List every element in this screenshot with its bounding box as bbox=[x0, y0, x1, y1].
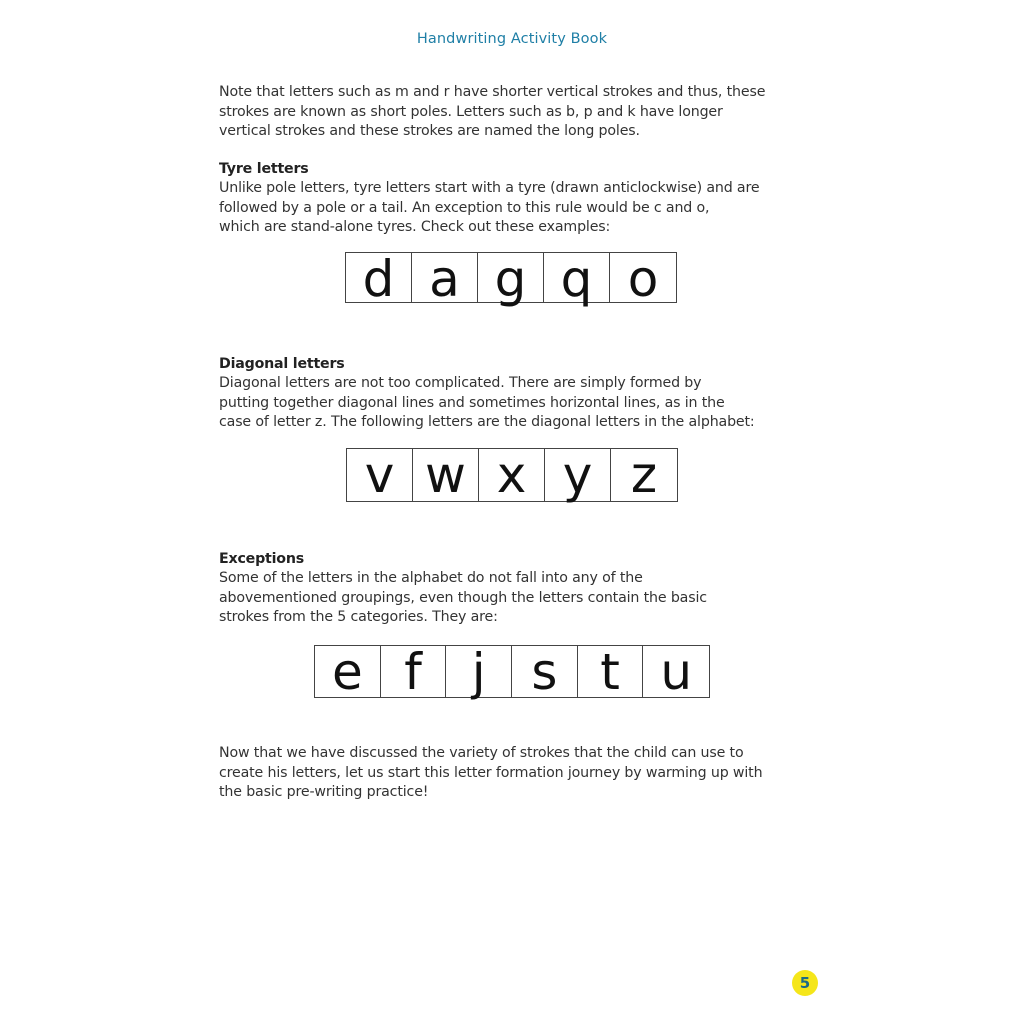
letter-box bbox=[611, 446, 677, 504]
letter-glyph: e bbox=[331, 643, 363, 701]
tyre-letters-row bbox=[345, 250, 677, 308]
letter-glyph: f bbox=[404, 643, 422, 701]
paragraph-line: the basic pre-writing practice! bbox=[219, 784, 429, 800]
diagonal-letters-row bbox=[346, 448, 678, 502]
letter-glyph: o bbox=[627, 250, 659, 308]
letter-glyph: v bbox=[364, 446, 395, 504]
letter-glyph: s bbox=[531, 643, 558, 701]
paragraph-line: Diagonal letters are not too complicated. There are simply formed by bbox=[219, 375, 702, 391]
page-number-badge: 5 bbox=[792, 970, 818, 996]
intro-line: Note that letters such as m and r have shorter vertical strokes and thus, these bbox=[219, 84, 766, 100]
closing-paragraph bbox=[219, 744, 819, 803]
letter-box bbox=[512, 643, 578, 701]
paragraph-line: which are stand-alone tyres. Check out these examples: bbox=[219, 219, 611, 235]
paragraph-line: Now that we have discussed the variety of strokes that the child can use to bbox=[219, 745, 744, 761]
paragraph-line: followed by a pole or a tail. An exception to this rule would be c and o, bbox=[219, 199, 710, 216]
tyre-letters-paragraph bbox=[219, 179, 819, 238]
letter-box bbox=[413, 446, 479, 504]
letter-glyph: d bbox=[362, 250, 395, 308]
section-heading-tyre-letters: Tyre letters bbox=[219, 161, 309, 177]
letter-box bbox=[479, 446, 545, 504]
letter-box bbox=[578, 643, 644, 701]
exceptions-paragraph bbox=[219, 569, 819, 628]
letter-box bbox=[347, 446, 413, 504]
intro-line: vertical strokes and these strokes are named the long poles. bbox=[219, 123, 640, 139]
letter-glyph: z bbox=[630, 446, 658, 504]
letter-glyph: a bbox=[429, 250, 460, 308]
letter-glyph: w bbox=[425, 446, 466, 504]
paragraph-line: strokes from the 5 categories. They are: bbox=[219, 609, 498, 625]
letter-box bbox=[412, 250, 478, 308]
letter-glyph: j bbox=[471, 643, 486, 701]
letter-box bbox=[643, 643, 709, 701]
section-heading-diagonal-letters: Diagonal letters bbox=[219, 356, 345, 372]
paragraph-line: case of letter z. The following letters are the diagonal letters in the alphabet: bbox=[219, 414, 755, 430]
diagonal-letters-paragraph bbox=[219, 374, 819, 433]
letter-glyph: y bbox=[562, 446, 593, 504]
paragraph-line: Some of the letters in the alphabet do not fall into any of the bbox=[219, 570, 643, 586]
letter-box bbox=[315, 643, 381, 701]
paragraph-line: putting together diagonal lines and sometimes horizontal lines, as in the bbox=[219, 394, 725, 411]
book-title: Handwriting Activity Book bbox=[416, 31, 608, 47]
letter-glyph: x bbox=[496, 446, 527, 504]
letter-box bbox=[381, 643, 447, 701]
paragraph-line: Unlike pole letters, tyre letters start with a tyre (drawn anticlockwise) and are bbox=[219, 180, 760, 196]
letter-box bbox=[346, 250, 412, 308]
letter-glyph: t bbox=[600, 643, 620, 701]
letter-box bbox=[610, 250, 676, 308]
letter-box bbox=[545, 446, 611, 504]
intro-paragraph bbox=[219, 83, 819, 142]
letter-glyph: u bbox=[660, 643, 693, 701]
letter-glyph: q bbox=[560, 250, 593, 308]
letter-box bbox=[446, 643, 512, 701]
letter-box bbox=[544, 250, 610, 308]
paragraph-line: create his letters, let us start this letter formation journey by warming up with bbox=[219, 764, 763, 781]
letter-glyph: g bbox=[494, 250, 527, 308]
intro-line: strokes are known as short poles. Letters such as b, p and k have longer bbox=[219, 103, 723, 120]
exception-letters-row bbox=[314, 643, 710, 701]
letter-box bbox=[478, 250, 544, 308]
paragraph-line: abovementioned groupings, even though the letters contain the basic bbox=[219, 589, 707, 606]
section-heading-exceptions: Exceptions bbox=[219, 551, 304, 567]
